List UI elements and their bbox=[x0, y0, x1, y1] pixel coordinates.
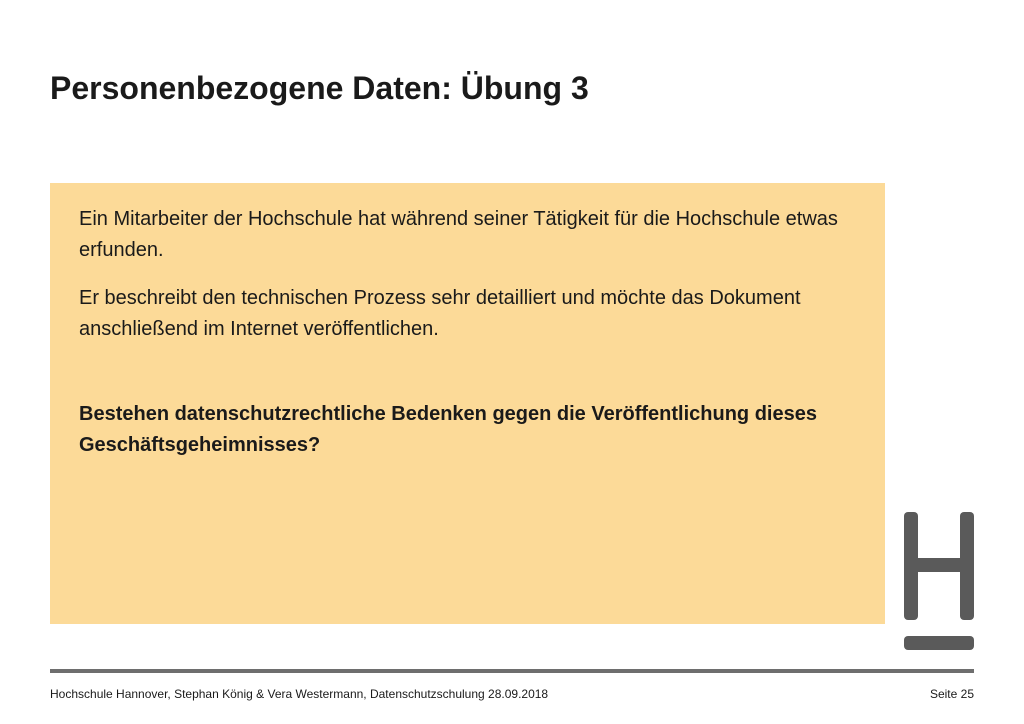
logo-crossbar bbox=[904, 558, 974, 572]
hochschule-h-logo-icon bbox=[904, 512, 976, 652]
footer-info: Hochschule Hannover, Stephan König & Vera Westermann, Datenschutzschulung 28.09.2018 bbox=[50, 687, 549, 701]
footer-rule bbox=[50, 669, 974, 673]
exercise-paragraph-1: Ein Mitarbeiter der Hochschule hat während seiner Tätigkeit für die Hochschule etwas erfunden. bbox=[79, 208, 838, 261]
page-number: Seite 25 bbox=[929, 687, 974, 701]
exercise-paragraph-2: Er beschreibt den technischen Prozess sehr detailliert und möchte das Dokument anschließend im Internet veröffentlichen. bbox=[79, 287, 801, 340]
logo-underline bbox=[904, 636, 974, 650]
exercise-box bbox=[50, 183, 885, 624]
slide-title: Personenbezogene Daten: Übung 3 bbox=[50, 70, 589, 106]
exercise-question: Bestehen datenschutzrechtliche Bedenken gegen die Veröffentlichung dieses Geschäftsgeheimnisses? bbox=[79, 403, 817, 456]
